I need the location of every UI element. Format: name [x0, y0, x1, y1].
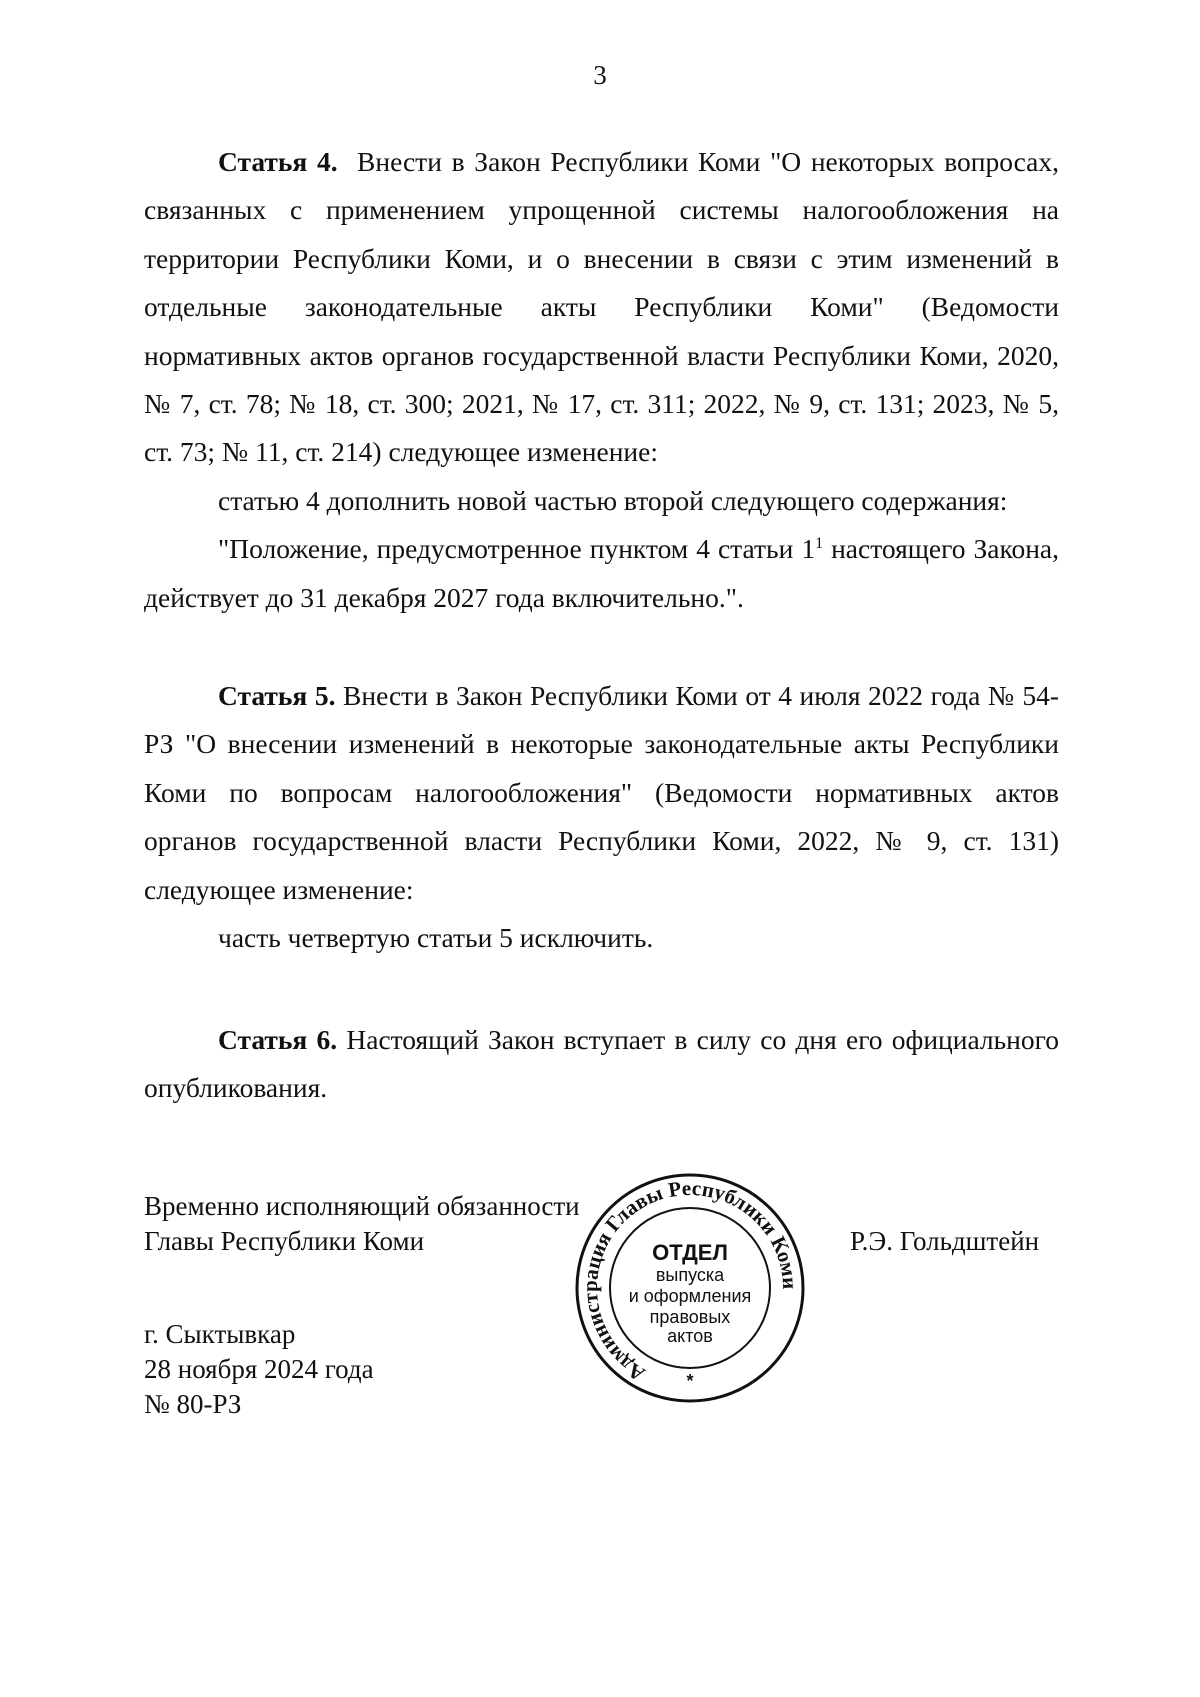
article-5	[144, 672, 1059, 962]
article-4-intro: Внести в Закон Республики Коми "О некоторых вопросах, связанных с применением упрощенной системы налогообложения на территории Республики Коми, и о внесении в связи с этим изменений в отдельные законодательные акты Республики Коми" (Ведомости нормативных актов органов государственной власти Республики Коми, 2020, № 7, ст. 78; № 18, ст. 300; 2021, № 17, ст. 311; 2022, № 9, ст. 131; 2023, № 5, ст. 73; № 11, ст. 214) следующее изменение:	[144, 146, 1060, 468]
article-4-quote-end: настоящего Закона, действует до 31 декабря 2027 года включительно.".	[144, 533, 1059, 613]
signature-title-line1: Временно исполняющий обязанности	[144, 1191, 580, 1221]
seal-star: *	[686, 1371, 694, 1391]
article-6-heading: Статья 6.	[218, 1024, 338, 1055]
official-seal	[573, 1172, 807, 1404]
article-5-instruction: часть четвертую статьи 5 исключить.	[218, 922, 654, 954]
article-4-quote	[144, 525, 1059, 622]
seal-line-3: и оформления	[628, 1286, 752, 1306]
article-5-heading: Статья 5.	[218, 680, 336, 711]
signature-title-line2: Главы Республики Коми	[144, 1226, 425, 1256]
footer-city: г. Сыктывкар	[144, 1319, 296, 1349]
footer-date: 28 ноября 2024 года	[144, 1354, 374, 1384]
article-6-text: Настоящий Закон вступает в силу со дня его официального опубликования.	[144, 1024, 1059, 1104]
article-6-paragraph	[144, 1016, 1059, 1113]
article-4-quote-start: "Положение, предусмотренное пунктом 4 статьи 1	[218, 533, 816, 565]
article-4-paragraph	[144, 138, 1059, 477]
article-6	[144, 1016, 1059, 1113]
article-5-intro: Внести в Закон Республики Коми от 4 июля 2022 года № 54-РЗ "О внесении изменений в некоторые законодательные акты Республики Коми по вопросам налогообложения" (Ведомости нормативных актов органов государственной власти Республики Коми, 2022, № 9, ст. 131) следующее изменение:	[144, 680, 1060, 905]
article-4-quote-sup: 1	[815, 535, 824, 553]
article-5-paragraph	[144, 672, 1059, 914]
article-4	[144, 138, 1059, 622]
seal-line-4: правовых	[649, 1307, 731, 1327]
article-4-instruction: статью 4 дополнить новой частью второй следующего содержания:	[218, 484, 1008, 516]
seal-line-1: ОТДЕЛ	[652, 1240, 728, 1265]
page-number: 3	[593, 60, 607, 90]
footer-law-number: № 80-РЗ	[144, 1389, 242, 1419]
seal-line-5: актов	[667, 1326, 713, 1346]
signatory-name: Р.Э. Гольдштейн	[850, 1226, 1040, 1256]
seal-ring-text: Администрация Главы Республики Коми	[577, 1175, 803, 1387]
article-4-heading: Статья 4.	[218, 146, 338, 177]
seal-line-2: выпуска	[655, 1265, 725, 1285]
